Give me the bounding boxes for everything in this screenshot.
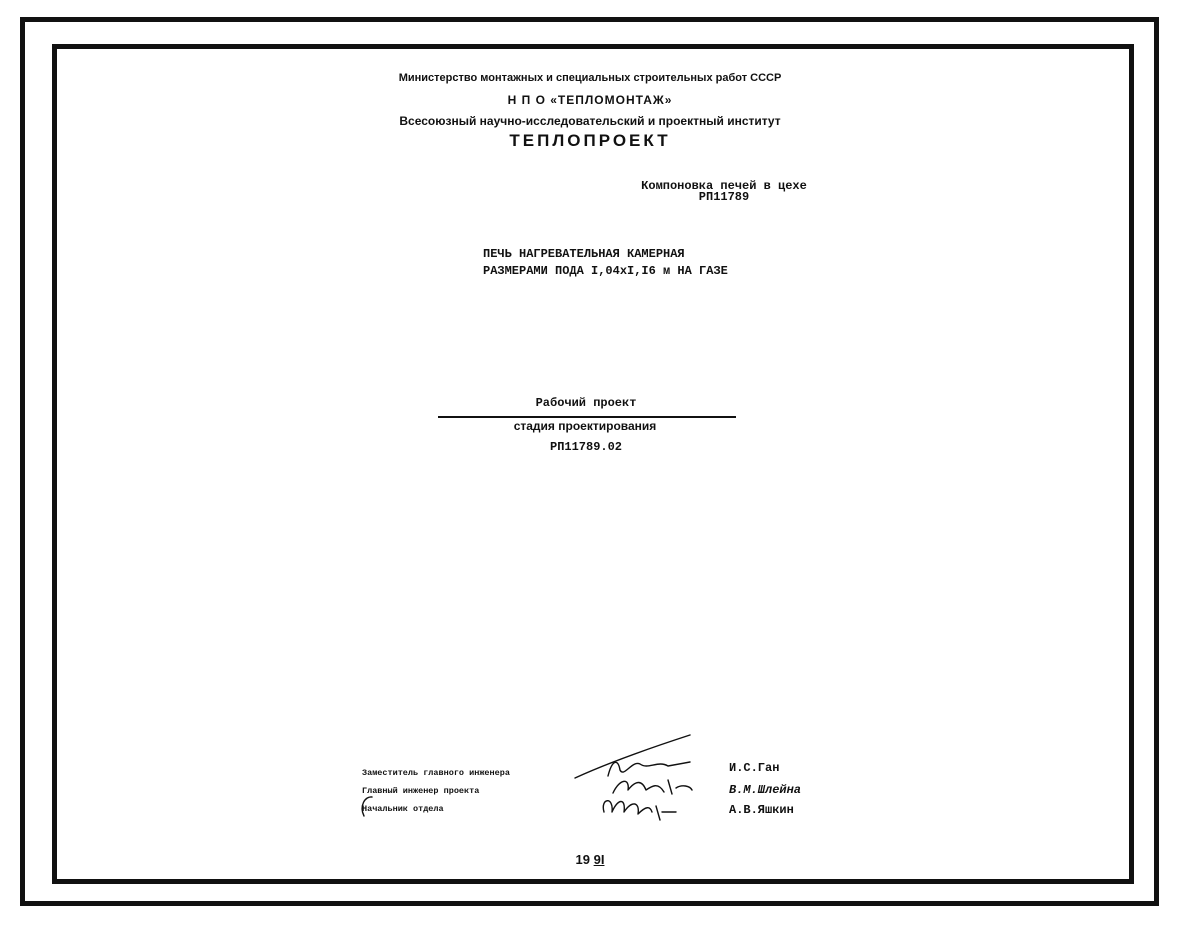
product-line-2: РАЗМЕРАМИ ПОДА I,04xI,I6 м НА ГАЗЕ — [483, 264, 728, 278]
signature-stroke-4 — [603, 801, 676, 820]
role-department-head: Начальник отдела — [362, 804, 444, 814]
ministry-line: Министерство монтажных и специальных строительных работ СССР — [398, 72, 782, 84]
year-line — [576, 852, 605, 867]
institute-name: ТЕПЛОПРОЕКТ — [509, 131, 671, 150]
signature-stroke-3 — [613, 780, 692, 794]
product-line-1: ПЕЧЬ НАГРЕВАТЕЛЬНАЯ КАМЕРНАЯ — [483, 247, 685, 261]
name-department-head: А.В.Яшкин — [729, 803, 794, 817]
role-chief-project-engineer: Главный инженер проекта — [362, 786, 480, 796]
name-chief-project-engineer: В.М.Шлейна — [729, 783, 802, 797]
project-type: Рабочий проект — [535, 396, 637, 410]
year-prefix: 19 — [575, 852, 590, 867]
role-deputy-chief-engineer: Заместитель главного инженера — [362, 768, 510, 778]
signature-stroke-5 — [362, 797, 372, 816]
layout-title: Компоновка печей в цехе — [641, 179, 807, 193]
npo-line: Н П О «ТЕПЛОМОНТАЖ» — [507, 93, 673, 107]
project-stage: стадия проектирования — [513, 419, 657, 433]
year-digits: 9I — [593, 852, 605, 867]
name-deputy-chief-engineer: И.С.Ган — [729, 761, 780, 775]
project-code: РП11789.02 — [549, 440, 623, 454]
signature-stroke-2 — [608, 762, 690, 776]
layout-code: РП11789 — [698, 190, 750, 204]
signature-stroke-1 — [575, 735, 690, 778]
institute-line: Всесоюзный научно-исследовательский и проектный институт — [399, 114, 781, 128]
